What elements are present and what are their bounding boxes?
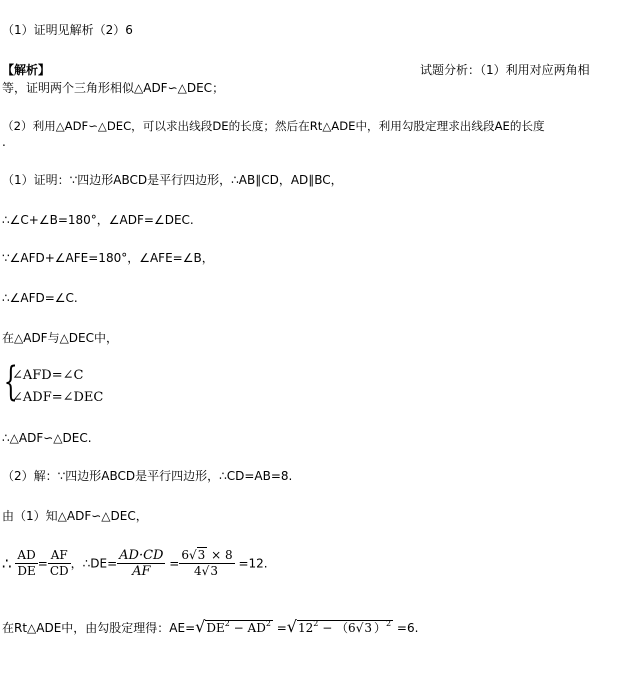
- sqrt-sign: √: [195, 617, 206, 636]
- exponent: 2: [224, 619, 230, 628]
- fraction-ad-de: [15, 548, 37, 579]
- exponent: 2: [313, 619, 319, 628]
- therefore-symbol: ∴: [2, 554, 12, 573]
- fraction-denominator: CD: [49, 564, 69, 578]
- formula-separator: ，∴DE=: [70, 556, 118, 571]
- fraction-denominator: AF: [132, 564, 151, 579]
- system-row-1: ∠AFD=∠C: [12, 368, 84, 383]
- proof-line-1: （1）证明：∵四边形ABCD是平行四边形，∴AB∥CD，AD∥BC，: [2, 173, 343, 187]
- fraction-numerator: AD: [15, 548, 37, 564]
- inner-radicand: 3: [364, 621, 372, 635]
- radicand: 3: [197, 548, 206, 562]
- multiplier: × 8: [207, 548, 233, 562]
- equals-sign: =: [37, 556, 48, 571]
- exponent: 2: [386, 619, 392, 628]
- equals-sign: =: [272, 621, 287, 635]
- solution-line-1: （2）解：∵四边形ABCD是平行四边形，∴CD=AB=8.: [2, 469, 293, 483]
- sqrt-12-6root3: [297, 616, 393, 636]
- system-brace: {: [3, 359, 18, 405]
- analysis-head: 试题分析：（1）利用对应两角相: [420, 63, 590, 77]
- fraction-numerator: 6√3 × 8: [181, 548, 233, 562]
- formula-result: =6.: [393, 621, 419, 635]
- fraction-denominator: 4√3: [194, 564, 218, 578]
- radicand: $12^2 - (6√3$ ）$^2$: [298, 619, 392, 635]
- fraction-numerator: AD·CD: [119, 548, 164, 563]
- radicand: 3: [210, 564, 218, 578]
- equals-sign: =: [165, 556, 180, 571]
- formula-ae: [2, 616, 418, 636]
- term-de: DE: [206, 621, 225, 635]
- formula-result: =12.: [234, 556, 268, 571]
- analysis-line-2-dot: .: [2, 135, 6, 149]
- system-row-2: ∠ADF=∠DEC: [12, 390, 104, 405]
- analysis-line-1b: 等，证明两个三角形相似△ADF∽△DEC；: [2, 81, 225, 95]
- fraction-numerator: AF: [48, 548, 71, 564]
- proof-line-5: 在△ADF与△DEC中，: [2, 331, 119, 345]
- fraction-numeric: [179, 548, 234, 579]
- formula-de: [2, 548, 268, 579]
- jiexi-label: 【解析】: [2, 63, 51, 77]
- exponent: 2: [265, 619, 271, 628]
- solution-line-2: 由（1）知△ADF∽△DEC，: [2, 509, 148, 523]
- analysis-line-2: （2）利用△ADF∽△DEC，可以求出线段DE的长度；然后在Rt△ADE中，利用勾股定理求出线段AE的长度: [2, 119, 545, 133]
- coefficient: 6: [181, 548, 189, 562]
- proof-line-2: ∴∠C+∠B=180°，∠ADF=∠DEC.: [2, 213, 194, 227]
- proof-line-4: ∴∠AFD=∠C.: [2, 291, 78, 305]
- fraction-af-cd: [48, 548, 71, 579]
- close-paren: ）: [374, 621, 387, 635]
- term-6root3-open: − （6: [318, 621, 356, 635]
- fraction-denominator: DE: [17, 564, 36, 578]
- radicand: [205, 620, 273, 635]
- term-ad: − AD: [229, 621, 266, 635]
- sqrt-de-ad: [205, 616, 273, 636]
- fraction-adcd-af: [117, 548, 165, 579]
- coefficient: 4: [194, 564, 202, 578]
- proof-line-3: ∵∠AFD+∠AFE=180°，∠AFE=∠B，: [2, 251, 214, 265]
- term-12: 12: [298, 621, 314, 635]
- formula-prefix: 在Rt△ADE中，由勾股定理得：AE=: [2, 621, 196, 635]
- proof-line-6: ∴△ADF∽△DEC.: [2, 431, 92, 445]
- answer-line: （1）证明见解析（2）6: [2, 23, 133, 37]
- sqrt-sign: √: [286, 617, 297, 636]
